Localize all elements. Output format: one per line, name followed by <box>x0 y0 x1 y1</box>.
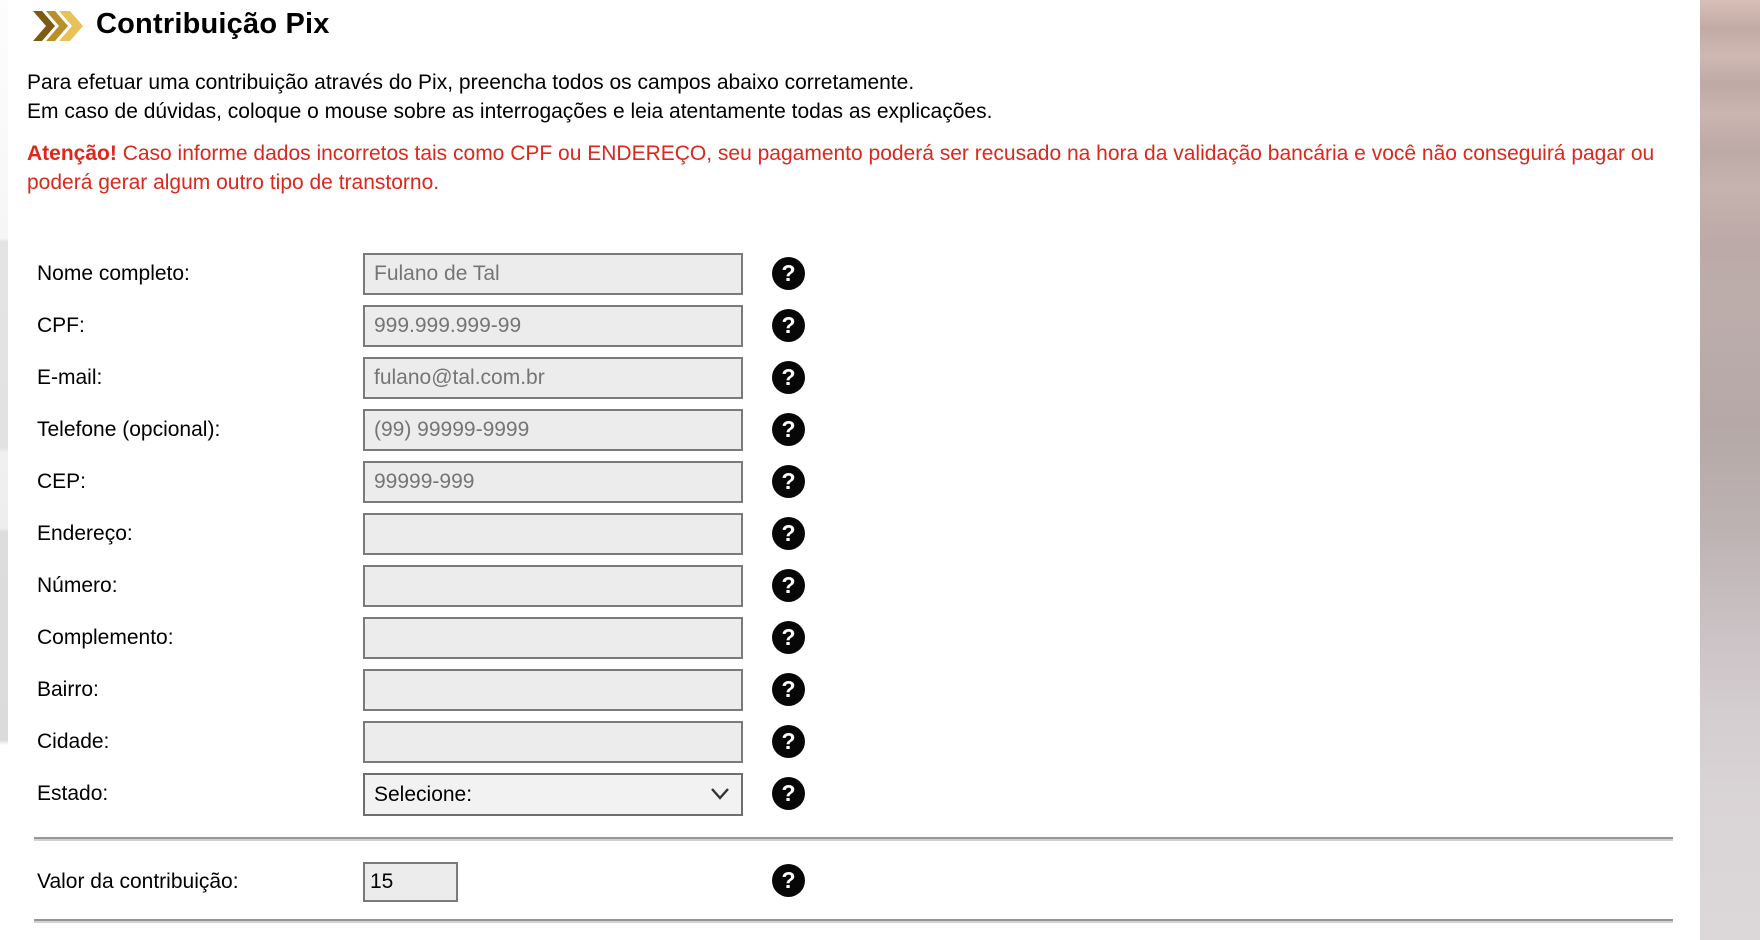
form-row-valor <box>0 862 805 902</box>
complemento-input[interactable] <box>363 617 743 659</box>
intro-line-1: Para efetuar uma contribuição através do Pix, preencha todos os campos abaixo corretamente. <box>27 71 915 94</box>
help-icon[interactable]: ? <box>772 413 805 446</box>
field-label: Valor da contribuição: <box>37 870 239 893</box>
field-label: Estado: <box>37 782 109 805</box>
field-label: CPF: <box>37 314 85 337</box>
form-row-cep <box>0 461 1700 513</box>
intro-line-2: Em caso de dúvidas, coloque o mouse sobre as interrogações e leia atentamente todas as explicações. <box>27 100 993 123</box>
page-title: Contribuição Pix <box>96 8 330 40</box>
endereco-input[interactable] <box>363 513 743 555</box>
nome-completo-input[interactable] <box>363 253 743 295</box>
warning-prefix: Atenção! <box>27 142 117 165</box>
help-icon[interactable]: ? <box>772 864 805 897</box>
help-icon[interactable]: ? <box>772 257 805 290</box>
cep-input[interactable] <box>363 461 743 503</box>
triple-chevron-icon <box>33 11 83 41</box>
field-label: Número: <box>37 574 118 597</box>
form-row-endereco <box>0 513 1700 565</box>
cidade-input[interactable] <box>363 721 743 763</box>
form-row-estado <box>0 773 1700 825</box>
help-icon[interactable]: ? <box>772 673 805 706</box>
field-label: Complemento: <box>37 626 174 649</box>
help-icon[interactable]: ? <box>772 361 805 394</box>
numero-input[interactable] <box>363 565 743 607</box>
help-icon[interactable]: ? <box>772 569 805 602</box>
warning-text <box>27 139 1667 197</box>
help-icon[interactable]: ? <box>772 777 805 810</box>
form-row-cidade <box>0 721 1700 773</box>
field-label: Bairro: <box>37 678 99 701</box>
field-label: Endereço: <box>37 522 133 545</box>
form-row-bairro <box>0 669 1700 721</box>
bairro-input[interactable] <box>363 669 743 711</box>
divider <box>34 919 1673 923</box>
form-row-complemento <box>0 617 1700 669</box>
estado-select[interactable] <box>363 773 743 816</box>
cpf-input[interactable] <box>363 305 743 347</box>
telefone-input[interactable] <box>363 409 743 451</box>
form-row-numero <box>0 565 1700 617</box>
right-background-photo-strip <box>1700 0 1760 940</box>
field-label: CEP: <box>37 470 87 493</box>
page-header <box>33 8 330 41</box>
help-icon[interactable]: ? <box>772 309 805 342</box>
help-icon[interactable]: ? <box>772 465 805 498</box>
help-icon[interactable]: ? <box>772 725 805 758</box>
form-row-cpf <box>0 305 1700 357</box>
help-icon[interactable]: ? <box>772 621 805 654</box>
email-input[interactable] <box>363 357 743 399</box>
field-label: Telefone (opcional): <box>37 418 221 441</box>
intro-text <box>27 68 992 126</box>
form-row-nome <box>0 253 1700 305</box>
form-row-email <box>0 357 1700 409</box>
pix-form <box>0 253 1700 825</box>
field-label: Cidade: <box>37 730 110 753</box>
field-label: Nome completo: <box>37 262 190 285</box>
warning-body: Caso informe dados incorretos tais como CPF ou ENDEREÇO, seu pagamento poderá ser recusado na hora da validação bancária e você não conseguirá pagar ou poderá gerar algum outro tipo de transtorno. <box>27 142 1655 194</box>
divider <box>34 837 1673 841</box>
form-row-telefone <box>0 409 1700 461</box>
help-icon[interactable]: ? <box>772 517 805 550</box>
field-label: E-mail: <box>37 366 103 389</box>
valor-contribuicao-input[interactable] <box>363 862 458 902</box>
